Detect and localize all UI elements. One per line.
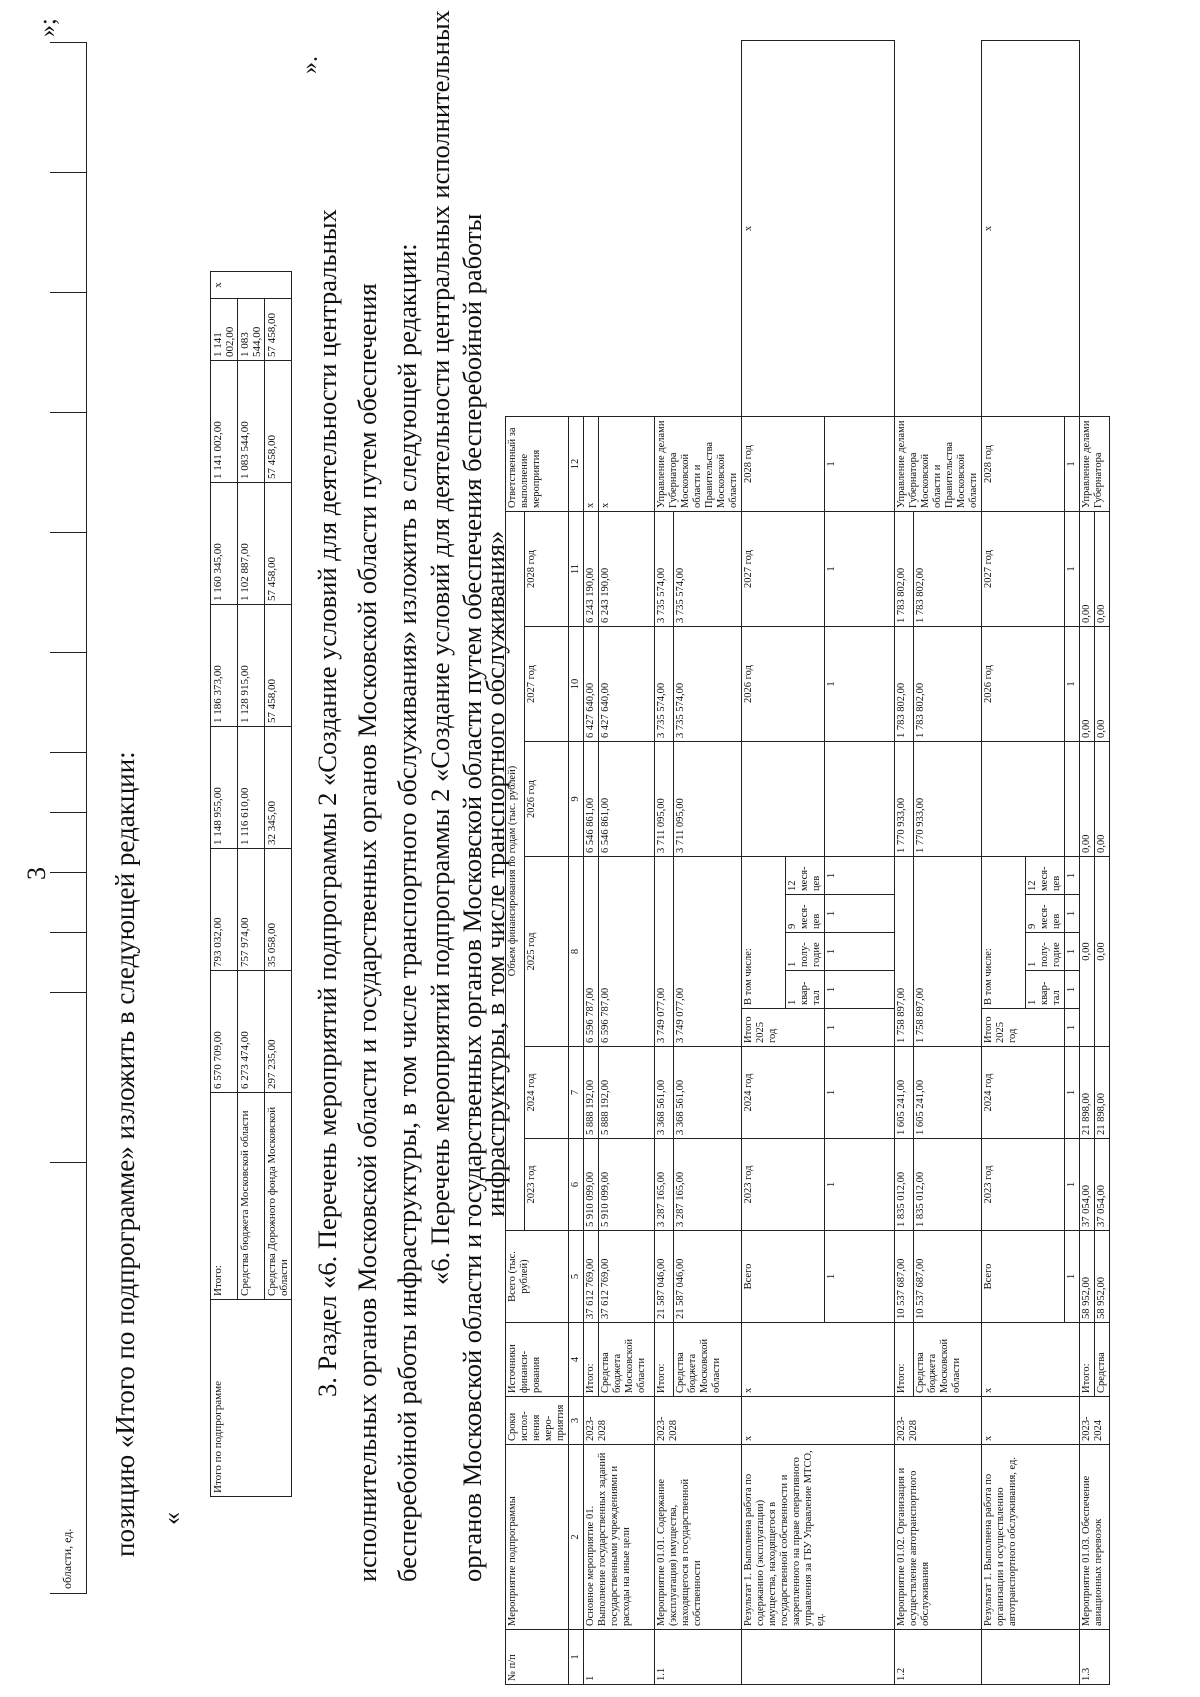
table-row: Средства 58 952,00 37 054,00 21 898,00 0,00 0,00 0,00 0,00 [1095, 41, 1110, 1685]
column-numbers-row: 1 2 3 4 5 6 7 8 9 10 11 12 [569, 41, 584, 1685]
fragment-label: области, ед. [60, 1528, 74, 1589]
table-row: 1 1 1 1 1 1 1 1 1 1 1 [1065, 41, 1080, 1685]
events-table: № п/п Мероприятие подпрограммы Сроки испол-нения меро-приятия Источники финанси-рования Всего (тыс. рублей) Объем финансирования по годам (тыс. рублей) Ответственный за выполнение мероприятия 2023 год 2024 год 2025 год 2026 год 2027 год 2028 год 1 2 3 4 5 6 7 8 9 10 11 12 1 Основное мероприятие 01. Выполнение государственных заданий государственными учреждениями и расходы на иные цели 2023-2028 Итого: 37 612 769,00 5 910 099,00 5 888 192,00 6 596 787,00 6 546 861,00 6 427 640,00 6 243 190,00 x Средства бюджета Московской области 37 612 769,00 5 910 099,00 5 888 192,00 6 596 787,00 6 546 861,00 6 427 640,00 6 243 190,00 x 1.1 Мероприятие 01.01. Содержание (эксплуатация) имущества, находящегося в государственной собственности 2023-2028 Итого: 21 587 046,00 3 287 165,00 3 368 561,00 3 749 077,00 3 711 095,00 3 735 574,00 3 735 574,00 Управление делами Губернатора Московской области и Правительства Московской области Средства бюджета Московской области 21 587 046,00 3 287 165,00 3 368 561,00 3 749 077,00 3 711 095,00 3 735 574,00 3 735 574,00 Результат 1. Выполнена работа по содержанию (эксплуатации) имущества, находящегося в государственной собственности и закрепленного на праве оперативного управления за ГБУ Управление МТСО, ед. x x Всего 2023 год 2024 год Итого 2025 год В том числе: 2026 год 2027 год 2028 год x 1 квар-тал 1 полу-годие 9 меся-цев 12 меся-цев 1 1 1 1 1 1 1 1 1 1 1 1.2 Мероприятие 01.02. Организация и осуществление автотранспортного обслуживания 2023-2028 Итого: 10 537 687,00 1 835 012,00 1 605 241,00 1 758 897,00 1 770 933,00 1 783 802,00 1 783 802,00 Управление делами Губернатора Московской области и Правительства Московской области Средства бюджета Московской области 10 537 687,00 1 835 012,00 1 605 241,00 1 758 897,00 1 770 933,00 1 783 802,00 1 783 802,00 Результат 1. Выполнена работа по организации и осуществлению автотранспортного обслуживания, ед. x x Всего 2023 год 2024 год Итого 2025 год В том числе: 2026 год 2027 год 2028 год x 1 квар-тал 1 полу-годие 9 меся-цев 12 меся-цев 1 1 1 1 1 1 1 1 1 1 1 1.3 Мероприятие 01.03. Обеспечение авиационных перевозок 2023-2024 Итого: 58 952,00 37 054,00 21 898,00 0,00 0,00 0,00 0,00 Управление делами Губернатора Средства 58 952,00 37 054,00 21 898,00 0,00 0,00 0,00 0,00 [505, 40, 1110, 1685]
table-row: 1 Основное мероприятие 01. Выполнение государственных заданий государственными учреждениями и расходы на иные цели 2023-2028 Итого: 37 612 769,00 5 910 099,00 5 888 192,00 6 596 787,00 6 546 861,00 6 427 640,00 6 243 190,00 x [584, 41, 599, 1685]
summary-row-label: Итого по подпрограмме [211, 1300, 292, 1497]
title-line-2: органов Московской области и государственных органов Московской области путем обеспечения бесперебойной работы [457, 213, 487, 1582]
table-row: Средства бюджета Московской области 37 612 769,00 5 910 099,00 5 888 192,00 6 596 787,00 6 546 861,00 6 427 640,00 6 243 190,00 x [599, 41, 655, 1685]
title-line-1: «6. Перечень мероприятий подпрограммы 2 «Создание условий для деятельности центральных исполнительных [425, 10, 455, 1285]
page-number: 3 [22, 867, 51, 880]
table-row: Средства бюджета Московской области 10 537 687,00 1 835 012,00 1 605 241,00 1 758 897,00 1 770 933,00 1 783 802,00 1 783 802,00 [914, 41, 982, 1685]
table-row: 1.3 Мероприятие 01.03. Обеспечение авиационных перевозок 2023-2024 Итого: 58 952,00 37 054,00 21 898,00 0,00 0,00 0,00 0,00 Управление делами Губернатора [1080, 41, 1095, 1685]
previous-table-fragment [50, 42, 87, 1594]
table-row: 1.2 Мероприятие 01.02. Организация и осуществление автотранспортного обслуживания 2023-2028 Итого: 10 537 687,00 1 835 012,00 1 605 241,00 1 758 897,00 1 770 933,00 1 783 802,00 1 783 802,00 Управление делами Губернатора Московской области и Правительства Московской области [895, 41, 914, 1685]
closing-quote: »; [35, 18, 61, 37]
section-line-2: исполнительных органов Московской области и государственных органов Московской области путем обеспечения [352, 283, 382, 1582]
title-line-3: инфраструктуры, в том числе транспортного обслуживания» [480, 530, 510, 1217]
section-line-1: 3. Раздел «6. Перечень мероприятий подпрограммы 2 «Создание условий для деятельности центральных [312, 209, 342, 1397]
intro-text: позицию «Итого по подпрограмме» изложить в следующей редакции: [110, 751, 140, 1557]
table-row: Результат 1. Выполнена работа по содержанию (эксплуатации) имущества, находящегося в государственной собственности и закрепленного на праве оперативного управления за ГБУ Управление МТСО, ед. x x Всего 2023 год 2024 год Итого 2025 год В том числе: 2026 год 2027 год 2028 год x [742, 41, 786, 1685]
table-row: 1 1 1 1 1 1 1 1 1 1 1 [825, 41, 895, 1685]
open-quote: « [157, 1512, 186, 1525]
section-line-3: бесперебойной работы инфраструктуры, в том числе транспортного обслуживания» изложить в следующей редакции: [392, 243, 422, 1582]
table-row: Результат 1. Выполнена работа по организации и осуществлению автотранспортного обслуживания, ед. x x Всего 2023 год 2024 год Итого 2025 год В том числе: 2026 год 2027 год 2028 год x [982, 41, 1026, 1685]
closing-quote-2: ». [297, 56, 323, 74]
table-row: Средства бюджета Московской области 21 587 046,00 3 287 165,00 3 368 561,00 3 749 077,00 3 711 095,00 3 735 574,00 3 735 574,00 [674, 41, 742, 1685]
table-row: 1.1 Мероприятие 01.01. Содержание (эксплуатация) имущества, находящегося в государственной собственности 2023-2028 Итого: 21 587 046,00 3 287 165,00 3 368 561,00 3 749 077,00 3 711 095,00 3 735 574,00 3 735 574,00 Управление делами Губернатора Московской области и Правительства Московской области [655, 41, 674, 1685]
summary-table: Итого по подпрограмме Итого: 6 570 709,00 793 032,00 1 148 955,00 1 186 373,00 1 160 345,00 1 141 002,00 1 141 002,00 x Средства бюджета Московской области 6 273 474,00 757 974,00 1 116 610,00 1 128 915,00 1 102 887,00 1 083 544,00 1 083 544,00 Средства Дорожного фонда Московской области 297 235,00 35 058,00 32 345,00 57 458,00 57 458,00 57 458,00 57 458,00 [210, 271, 292, 1497]
